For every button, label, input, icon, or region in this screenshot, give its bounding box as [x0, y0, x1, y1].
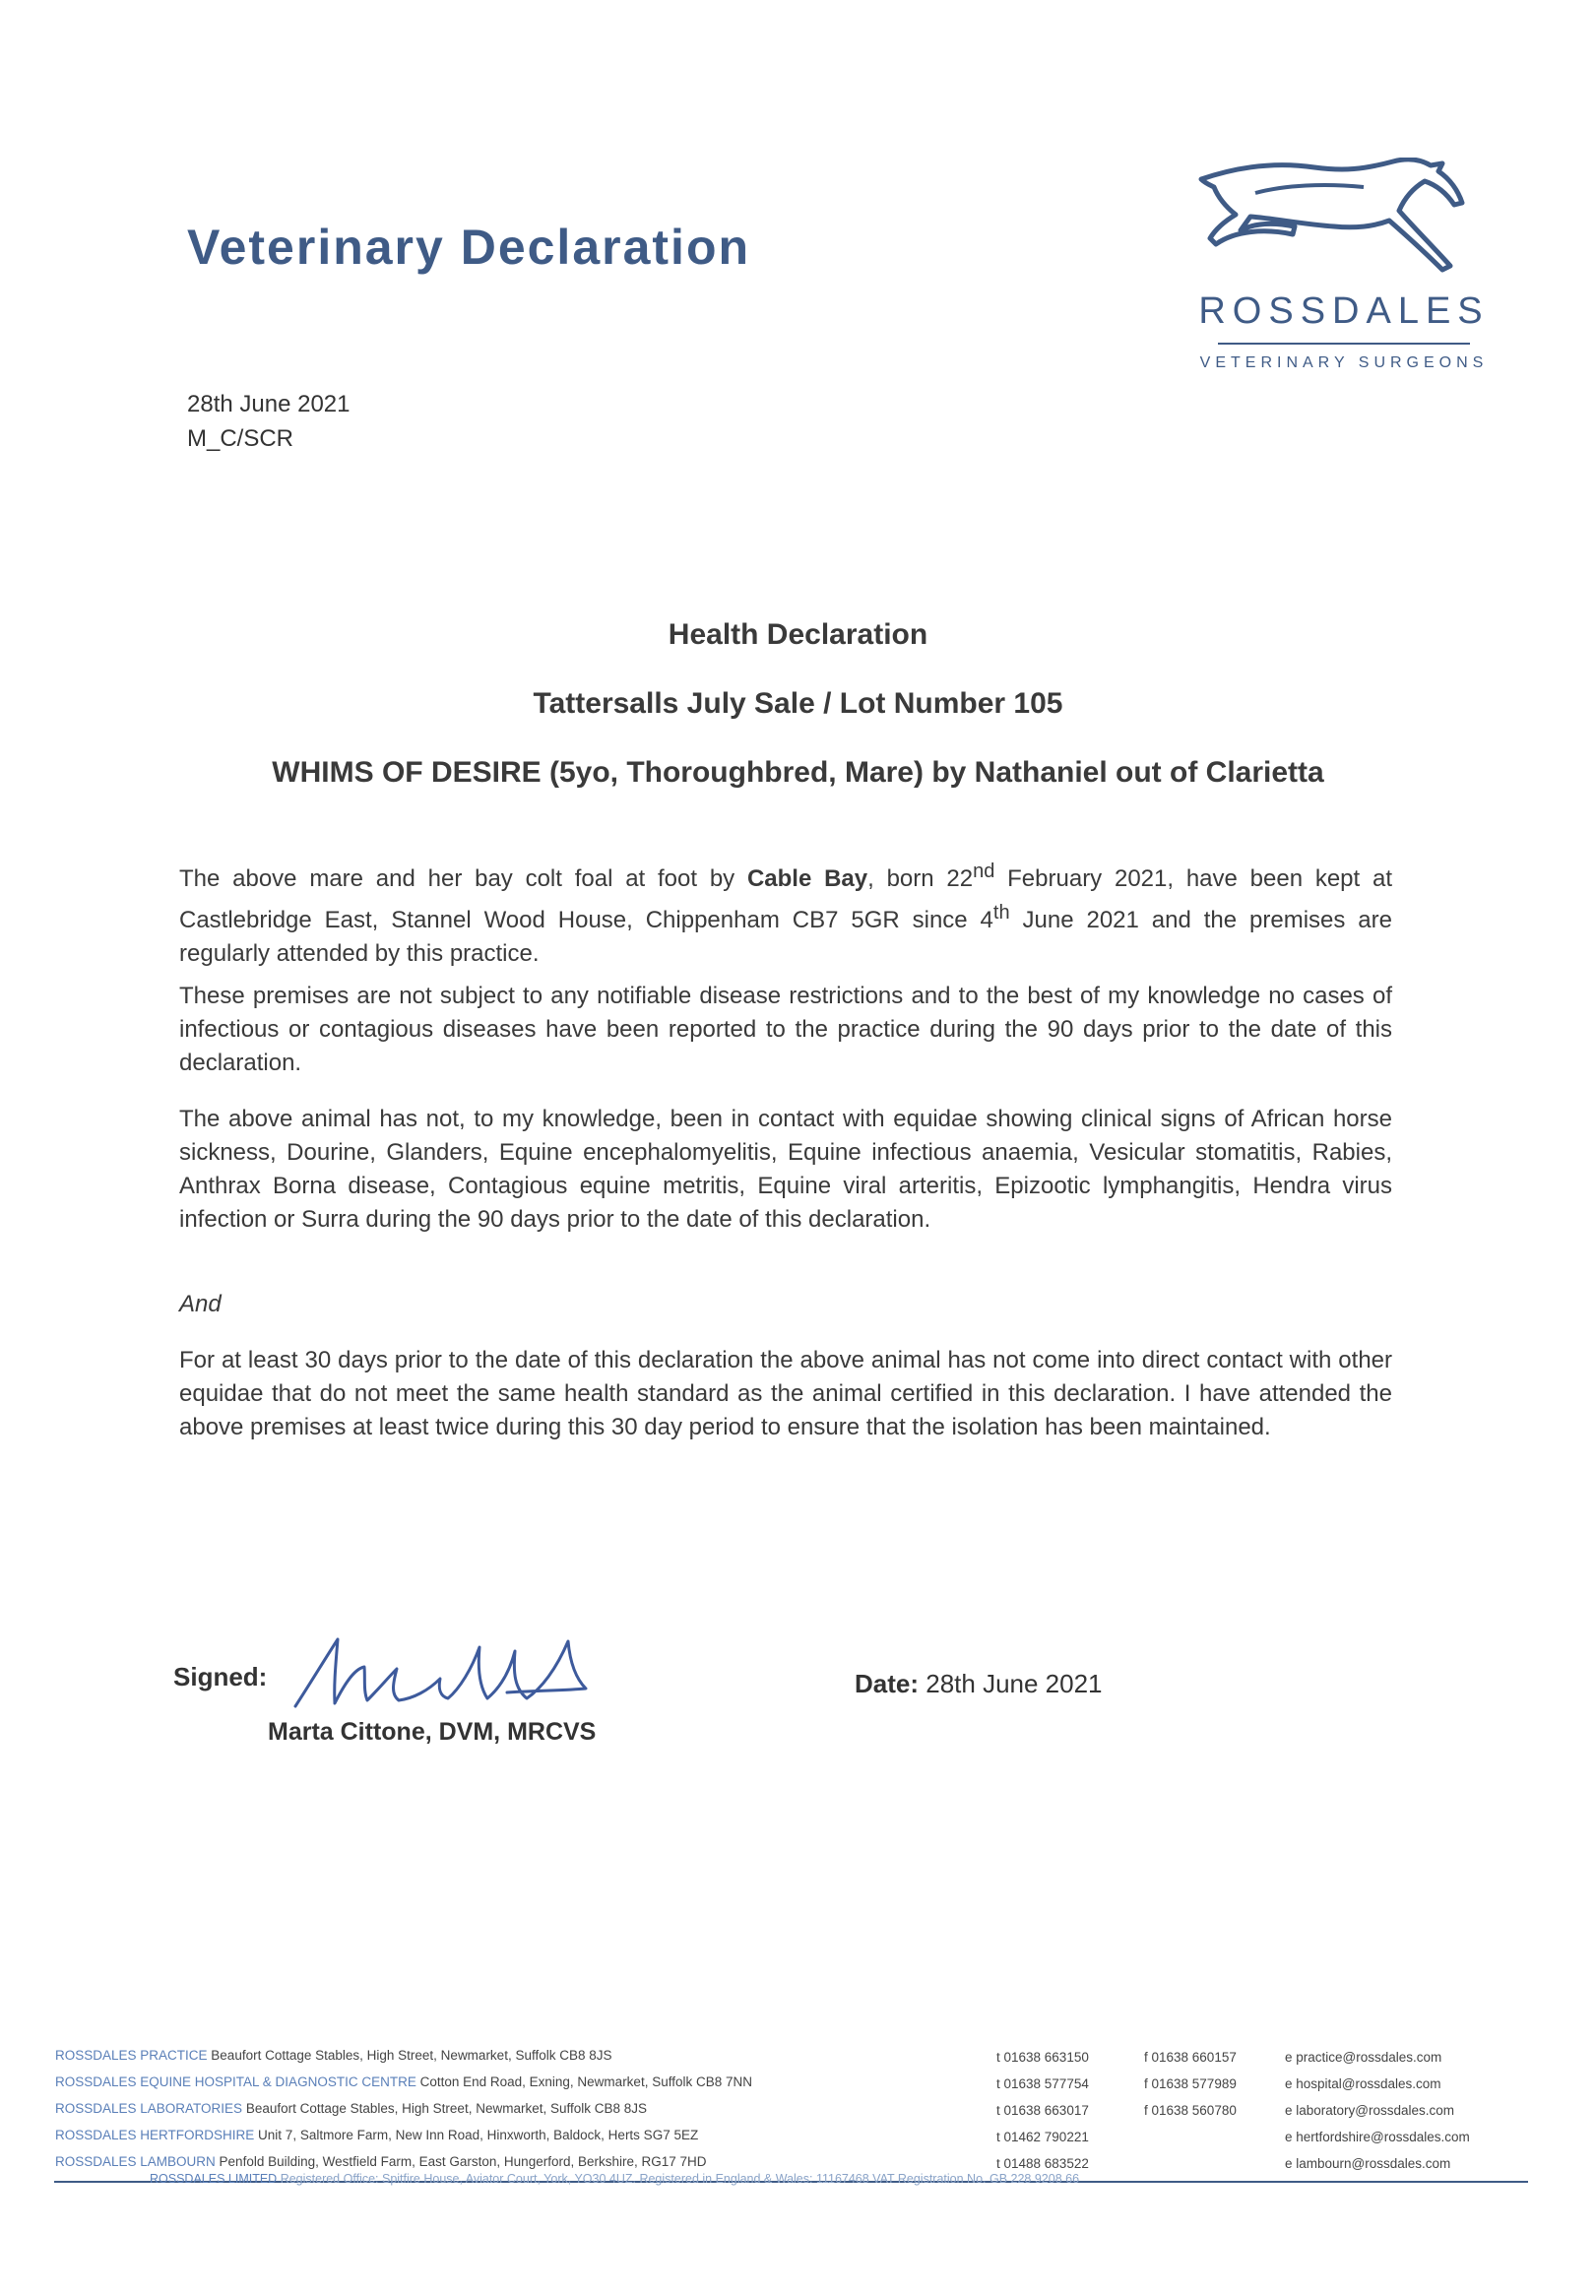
footer-telephones	[996, 2044, 1089, 2177]
footer-faxes	[1144, 2044, 1237, 2124]
footer-emails	[1285, 2044, 1470, 2177]
horse-heading: WHIMS OF DESIRE (5yo, Thoroughbred, Mare) by Nathaniel out of Clarietta	[272, 756, 1324, 789]
footer-fax: f 01638 560780	[1144, 2103, 1237, 2118]
rossdales-logo	[1196, 158, 1492, 384]
signed-label: Signed:	[173, 1662, 268, 1691]
footer-address-row: ROSSDALES EQUINE HOSPITAL & DIAGNOSTIC CENTRE Cotton End Road, Exning, Newmarket, Suffolk CB8 7NN	[55, 2074, 752, 2089]
paragraph-diseases: The above animal has not, to my knowledge, been in contact with equidae showing clinical signs of African horse sickness, Dourine, Glanders, Equine encephalomyelitis, Equine infectious anaemia, Vesicular stomatitis, Rabies, Anthrax Borna disease, Contagious equine metritis, Equine viral arteritis, Epizootic lymphangitis, Hendra virus infection or Surra during the 90 days prior to the date of this declaration.	[179, 1106, 1392, 1233]
footer-email: e practice@rossdales.com	[1285, 2050, 1442, 2065]
letter-date: 28th June 2021	[187, 391, 351, 417]
footer-registration: ROSSDALES LIMITED Registered Office: Spitfire House, Aviator Court, York, YO30 4UZ. Registered in England & Wales: 11167468 VAT Registration No. GB 228 9208 66	[150, 2172, 1080, 2186]
footer-email: e hospital@rossdales.com	[1285, 2076, 1441, 2091]
footer-address-row: ROSSDALES LAMBOURN Penfold Building, Westfield Farm, East Garston, Hungerford, Berkshire, RG17 7HD	[55, 2154, 707, 2169]
handwritten-signature	[290, 1629, 615, 1718]
signature-date: Date: 28th June 2021	[855, 1669, 1103, 1698]
footer-addresses	[55, 2042, 752, 2175]
logo-wordmark: ROSSDALES	[1198, 290, 1490, 332]
footer-telephone: t 01488 683522	[996, 2156, 1089, 2171]
document-title: Veterinary Declaration	[187, 220, 751, 275]
footer-address-row: ROSSDALES HERTFORDSHIRE Unit 7, Saltmore Farm, New Inn Road, Hinxworth, Baldock, Herts SG7 5EZ	[55, 2128, 699, 2142]
paragraph-restrictions: These premises are not subject to any notifiable disease restrictions and to the best of my knowledge no cases of infectious or contagious diseases have been reported to the practice during the 90 days prior to the date of this declaration.	[179, 983, 1392, 1076]
sale-heading: Tattersalls July Sale / Lot Number 105	[533, 687, 1063, 720]
footer-fax: f 01638 660157	[1144, 2050, 1237, 2065]
footer-email: e laboratory@rossdales.com	[1285, 2103, 1455, 2118]
footer-telephone: t 01638 663150	[996, 2050, 1089, 2065]
footer-email: e hertfordshire@rossdales.com	[1285, 2130, 1470, 2144]
footer-fax: f 01638 577989	[1144, 2076, 1237, 2091]
footer-email: e lambourn@rossdales.com	[1285, 2156, 1451, 2171]
footer-address-row: ROSSDALES PRACTICE Beaufort Cottage Stables, High Street, Newmarket, Suffolk CB8 8JS	[55, 2048, 612, 2063]
paragraph-isolation: For at least 30 days prior to the date of this declaration the above animal has not come into direct contact with other equidae that do not meet the same health standard as the animal certified in this declaration. I have attended the above premises at least twice during this 30 day period to ensure that the isolation has been maintained.	[179, 1347, 1392, 1440]
logo-subtitle: VETERINARY SURGEONS	[1199, 354, 1489, 371]
signer-name: Marta Cittone, DVM, MRCVS	[268, 1718, 597, 1746]
declaration-heading: Health Declaration	[668, 618, 928, 651]
paragraph-premises: The above mare and her bay colt foal at foot by Cable Bay, born 22nd February 2021, have been kept at Castlebridge East, Stannel Wood House, Chippenham CB7 5GR since 4th June 2021 and the premises are regularly attended by this practice.	[179, 861, 1392, 967]
footer-address-row: ROSSDALES LABORATORIES Beaufort Cottage Stables, High Street, Newmarket, Suffolk CB8 8JS	[55, 2101, 648, 2116]
footer-telephone: t 01462 790221	[996, 2130, 1089, 2144]
sire-name: Cable Bay	[746, 865, 868, 892]
logo-divider	[1218, 343, 1470, 345]
letter-reference: M_C/SCR	[187, 425, 294, 452]
footer-telephone: t 01638 663017	[996, 2103, 1089, 2118]
paragraph-and: And	[179, 1291, 222, 1317]
galloping-horse-icon	[1196, 158, 1492, 290]
footer-telephone: t 01638 577754	[996, 2076, 1089, 2091]
